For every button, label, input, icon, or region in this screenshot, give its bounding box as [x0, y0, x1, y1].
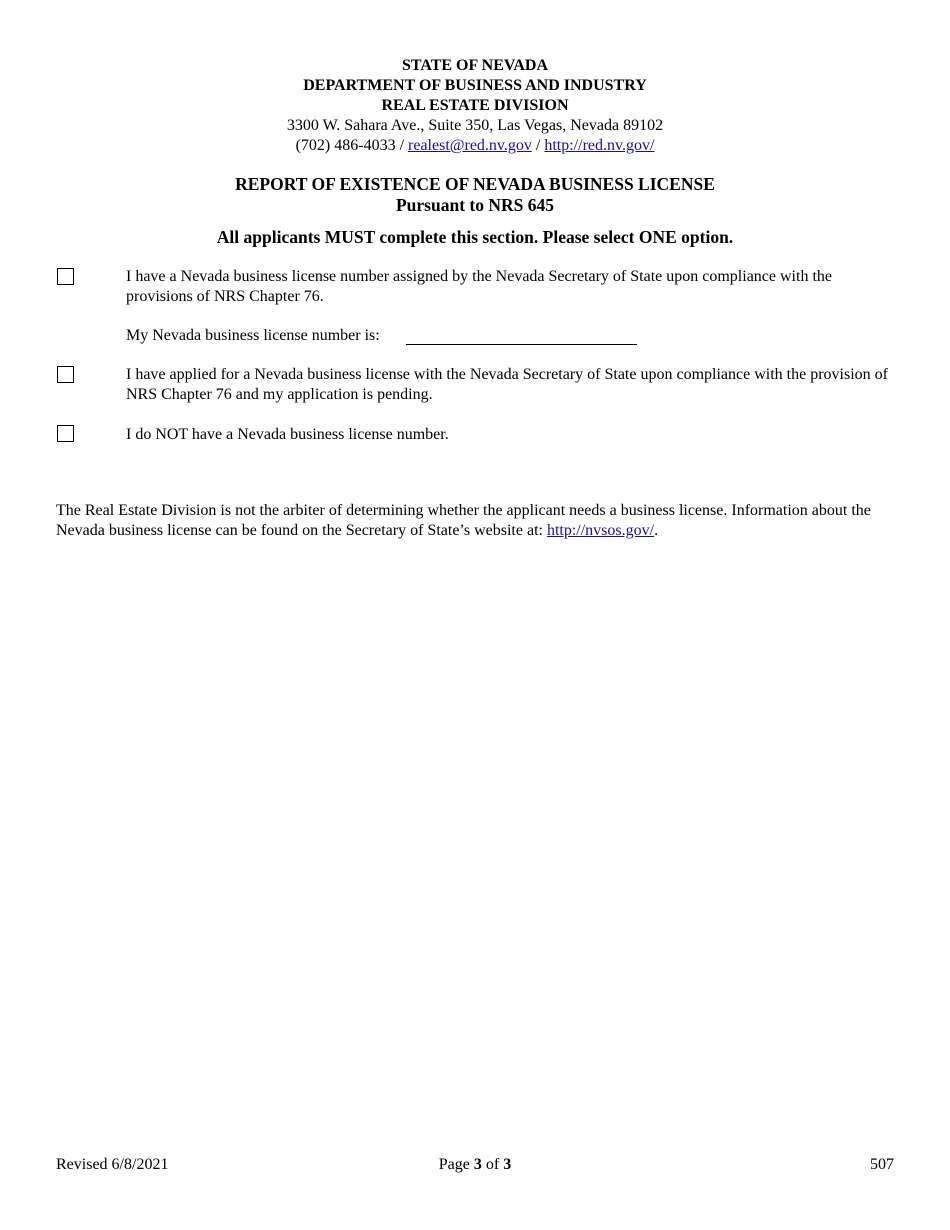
option-3-checkbox[interactable]: [57, 425, 74, 442]
report-title: REPORT OF EXISTENCE OF NEVADA BUSINESS LICENSE: [235, 174, 715, 194]
section-instruction: All applicants MUST complete this section. Please select ONE option.: [216, 227, 734, 247]
option-1-checkbox[interactable]: [57, 268, 74, 285]
email-link[interactable]: realest@red.nv.gov: [408, 137, 532, 154]
separator: /: [535, 137, 541, 154]
department-name: DEPARTMENT OF BUSINESS AND INDUSTRY: [303, 77, 647, 94]
report-subtitle: Pursuant to NRS 645: [395, 195, 554, 215]
page-prefix: Page: [438, 1156, 470, 1173]
page-of: of: [485, 1156, 500, 1173]
info-paragraph: [56, 501, 886, 541]
page-total: 3: [503, 1156, 512, 1173]
option-2-text: I have applied for a Nevada business license with the Nevada Secretary of State upon compliance with the provision of NRS Chapter 76 and my application is pending.: [126, 366, 888, 403]
nvsos-link[interactable]: http://nvsos.gov/: [546, 522, 655, 539]
report-title-block: [0, 174, 950, 216]
agency-address: 3300 W. Sahara Ave., Suite 350, Las Vegas, Nevada 89102: [286, 117, 664, 134]
page-number: [0, 1155, 950, 1175]
option-2-checkbox[interactable]: [57, 366, 74, 383]
license-number-label: My Nevada business license number is:: [126, 327, 380, 344]
separator: /: [399, 137, 405, 154]
info-text: The Real Estate Division is not the arbiter of determining whether the applicant needs a business license. Information about the Nevada business license can be found on the Secretary of State’s website at:: [56, 502, 871, 539]
form-number: 507: [870, 1156, 894, 1173]
state-name: STATE OF NEVADA: [401, 57, 549, 74]
option-1-text: I have a Nevada business license number assigned by the Nevada Secretary of State upon compliance with the provisions of NRS Chapter 76.: [126, 268, 832, 305]
division-name: REAL ESTATE DIVISION: [381, 97, 569, 114]
page-current: 3: [473, 1156, 482, 1173]
website-link[interactable]: http://red.nv.gov/: [544, 137, 655, 154]
license-number-field[interactable]: [406, 324, 637, 345]
agency-header: [0, 56, 950, 156]
phone-number: (702) 486-4033: [295, 137, 396, 154]
option-3-text: I do NOT have a Nevada business license number.: [126, 426, 449, 443]
revision-date: Revised 6/8/2021: [56, 1156, 169, 1173]
contact-line: [0, 136, 950, 156]
info-trailing: .: [654, 522, 659, 539]
